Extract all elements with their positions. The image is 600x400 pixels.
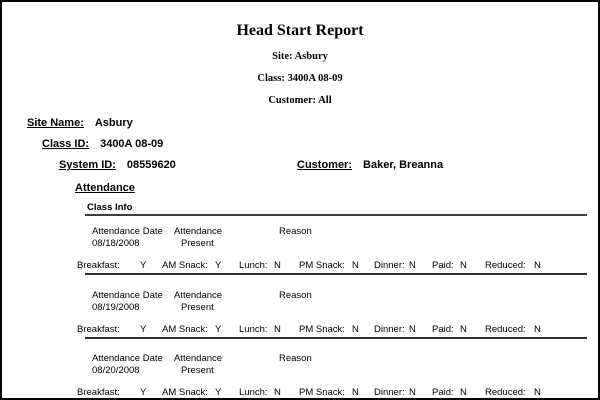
pm-snack-label: PM Snack:: [299, 324, 345, 335]
dinner-label: Dinner:: [374, 387, 405, 398]
am-snack-label: AM Snack:: [162, 324, 208, 335]
field-site-name: [27, 117, 133, 129]
lunch-label: Lunch:: [239, 260, 268, 271]
breakfast-value: Y: [140, 260, 147, 271]
lunch-value: N: [274, 387, 281, 398]
breakfast-value: Y: [140, 324, 147, 335]
reduced-label: Reduced:: [485, 387, 526, 398]
attendance-section-title: Attendance: [75, 182, 135, 194]
attendance-record: [2, 226, 600, 278]
col-header-reason: Reason: [279, 290, 312, 301]
field-class-id: [42, 138, 163, 150]
dinner-label: Dinner:: [374, 260, 405, 271]
dinner-label: Dinner:: [374, 324, 405, 335]
pm-snack-value: N: [352, 260, 359, 271]
class-id-value: 3400A 08-09: [100, 138, 164, 150]
dinner-value: N: [409, 260, 416, 271]
meals-row: [2, 324, 600, 336]
reduced-value: N: [534, 387, 541, 398]
lunch-value: N: [274, 324, 281, 335]
col-header-attendance: Attendance: [174, 353, 223, 364]
record-attendance: Present: [181, 302, 214, 313]
am-snack-value: Y: [215, 387, 222, 398]
attendance-record: [2, 290, 600, 342]
lunch-value: N: [274, 260, 281, 271]
reduced-value: N: [534, 324, 541, 335]
class-info-rule: [85, 214, 587, 216]
header-customer-line: Customer: All: [268, 95, 332, 106]
record-date: 08/19/2008: [92, 302, 140, 313]
record-separator-rule: [85, 337, 587, 339]
field-customer: [297, 159, 443, 171]
paid-label: Paid:: [432, 387, 454, 398]
site-name-value: Asbury: [94, 117, 133, 129]
paid-label: Paid:: [432, 260, 454, 271]
reduced-value: N: [534, 260, 541, 271]
reduced-label: Reduced:: [485, 324, 526, 335]
paid-value: N: [460, 260, 467, 271]
customer-value: Baker, Breanna: [363, 159, 444, 171]
paid-value: N: [460, 324, 467, 335]
col-header-attendance: Attendance: [174, 226, 223, 237]
record-separator-rule: [85, 273, 587, 275]
report-title: Head Start Report: [236, 22, 364, 39]
meals-row: [2, 387, 600, 399]
pm-snack-label: PM Snack:: [299, 260, 345, 271]
lunch-label: Lunch:: [239, 387, 268, 398]
class-id-label: Class ID:: [42, 138, 90, 150]
system-id-label: System ID:: [59, 159, 116, 171]
breakfast-value: Y: [140, 387, 147, 398]
paid-value: N: [460, 387, 467, 398]
breakfast-label: Breakfast:: [77, 387, 120, 398]
am-snack-label: AM Snack:: [162, 387, 208, 398]
field-system-id: [59, 159, 176, 171]
breakfast-label: Breakfast:: [77, 260, 120, 271]
col-header-date: Attendance Date: [92, 290, 163, 301]
pm-snack-label: PM Snack:: [299, 387, 345, 398]
lunch-label: Lunch:: [239, 324, 268, 335]
record-attendance: Present: [181, 365, 214, 376]
am-snack-value: Y: [215, 260, 222, 271]
record-attendance: Present: [181, 238, 214, 249]
reduced-label: Reduced:: [485, 260, 526, 271]
am-snack-label: AM Snack:: [162, 260, 208, 271]
site-name-label: Site Name:: [27, 117, 84, 129]
breakfast-label: Breakfast:: [77, 324, 120, 335]
am-snack-value: Y: [215, 324, 222, 335]
pm-snack-value: N: [352, 324, 359, 335]
col-header-reason: Reason: [279, 353, 312, 364]
dinner-value: N: [409, 387, 416, 398]
record-date: 08/18/2008: [92, 238, 140, 249]
system-id-value: 08559620: [126, 159, 176, 171]
paid-label: Paid:: [432, 324, 454, 335]
header-class-line: Class: 3400A 08-09: [257, 73, 343, 84]
pm-snack-value: N: [352, 387, 359, 398]
class-info-group-title: Class Info: [87, 202, 133, 213]
record-date: 08/20/2008: [92, 365, 140, 376]
col-header-attendance: Attendance: [174, 290, 223, 301]
col-header-reason: Reason: [279, 226, 312, 237]
meals-row: [2, 260, 600, 272]
customer-label: Customer:: [297, 159, 353, 171]
header-site-line: Site: Asbury: [272, 51, 328, 62]
col-header-date: Attendance Date: [92, 353, 163, 364]
attendance-record: [2, 353, 600, 400]
dinner-value: N: [409, 324, 416, 335]
col-header-date: Attendance Date: [92, 226, 163, 237]
